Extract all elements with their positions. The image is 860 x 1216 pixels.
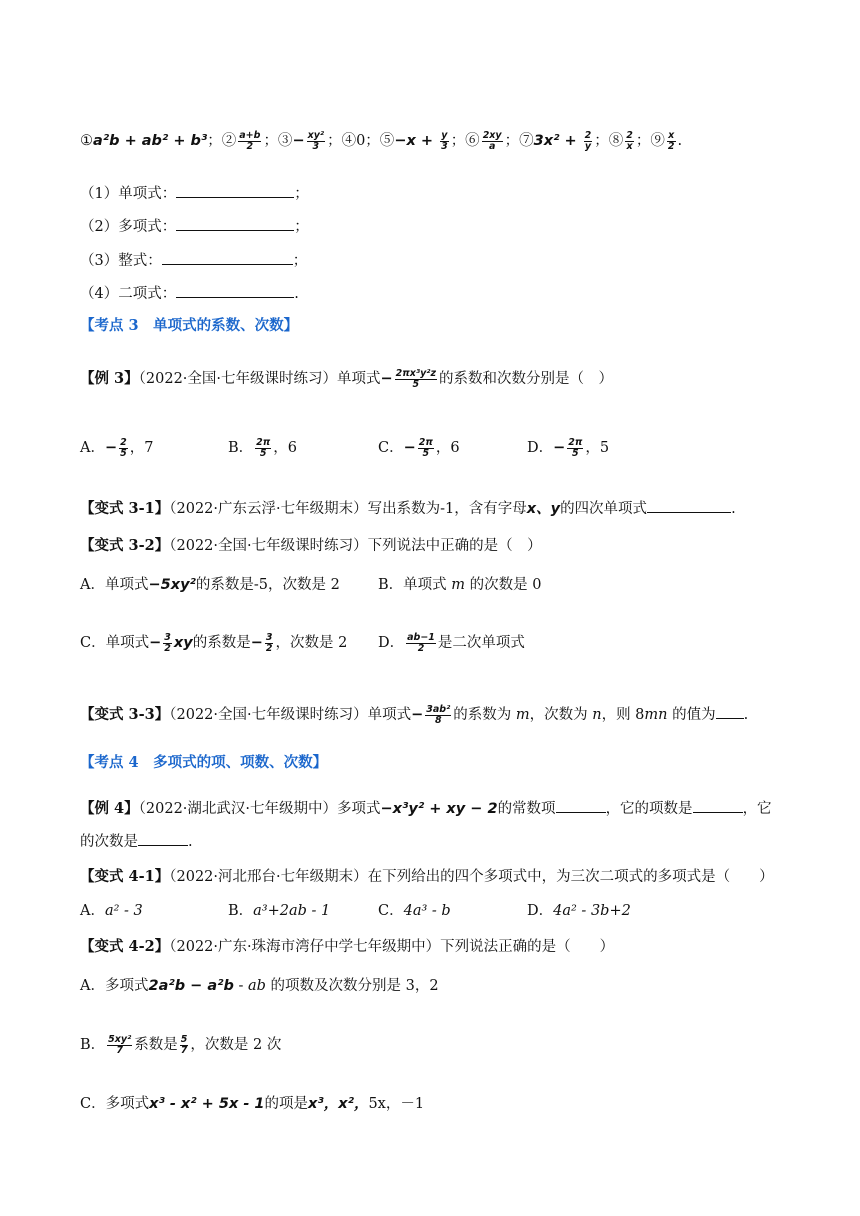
expr-5-frac	[440, 131, 449, 152]
option-c-pre: C．单项式	[80, 635, 150, 651]
option-letter: A．	[80, 440, 105, 456]
section-3-heading: 【考点 3 单项式的系数、次数】	[80, 317, 299, 334]
answer-blank-4-const[interactable]	[556, 796, 606, 813]
option-c-math: x³ - x² + 5x - 1	[149, 1096, 265, 1112]
answer-blank-3-3[interactable]	[716, 702, 744, 719]
variant-3-3-text5: 的值为	[667, 707, 716, 723]
expr-1: a²b + ab² + b³	[93, 133, 208, 149]
variant-3-1-end: .	[731, 501, 736, 517]
expr-7-den: y	[584, 140, 592, 152]
question-2	[80, 214, 309, 238]
option-c-den: 2	[164, 642, 171, 654]
example-3-option-d[interactable]	[527, 437, 609, 459]
option-c-num2: 3	[265, 631, 273, 643]
option-expr: 4a² - 3b+2	[553, 903, 631, 919]
variant-3-3-end: .	[743, 707, 749, 723]
option-num: 2π	[568, 436, 583, 448]
option-a-var: ab	[247, 978, 266, 994]
expr-5-num: y	[441, 129, 448, 141]
option-c-num: 3	[164, 631, 171, 643]
answer-blank-1[interactable]	[176, 181, 294, 198]
expr-6	[482, 131, 503, 152]
option-a-post2: 的项数及次数分别是 3，2	[265, 978, 439, 994]
example-3-fraction	[395, 369, 437, 390]
variant-4-2-option-a[interactable]	[80, 975, 439, 997]
expr-7-frac	[584, 131, 593, 152]
variant-3-3-m: m	[515, 707, 530, 723]
option-b-pre: B．单项式	[378, 577, 452, 593]
answer-blank-3-1[interactable]	[647, 496, 731, 513]
question-4-label: （4）二项式：	[80, 286, 177, 302]
variant-3-3-den: 8	[434, 714, 442, 726]
variant-3-2-text: （2022·全国·七年级课时练习）下列说法中正确的是（ ）	[169, 538, 542, 554]
option-c-frac2	[265, 633, 274, 654]
intro-end: .	[677, 133, 683, 149]
expr-8-num: 2	[626, 129, 633, 141]
option-num: 2	[120, 436, 127, 448]
example-3-option-c[interactable]	[378, 437, 460, 459]
example-3-tail: 的系数和次数分别是（ ）	[438, 371, 613, 387]
marker-6: ；⑥	[450, 133, 480, 149]
variant-4-1-option-b[interactable]	[228, 900, 330, 922]
expr-5: −x +	[394, 133, 439, 149]
expr-9-den: 2	[667, 140, 675, 152]
option-letter: D．	[527, 903, 554, 919]
variant-4-2-option-c[interactable]	[80, 1093, 424, 1115]
answer-blank-4[interactable]	[176, 281, 294, 298]
option-rest: ，5	[585, 440, 610, 456]
option-rest: ，6	[273, 440, 298, 456]
variant-4-2-tag: 【变式 4-2】	[80, 938, 170, 955]
expr-3-den: 3	[312, 140, 320, 152]
variant-3-3-text2: 的系数为	[453, 707, 516, 723]
variant-3-3-text3: ，次数为	[529, 707, 593, 723]
variant-3-3-tag: 【变式 3-3】	[80, 706, 170, 723]
expr-9-num: x	[668, 129, 675, 141]
option-fraction	[119, 438, 128, 459]
option-a-post: 的系数是-5，次数是 2	[195, 577, 340, 593]
example-4-text4: ，它	[742, 801, 772, 817]
option-num: 2π	[418, 436, 433, 448]
example-3: 【例 3】（2022·全国·七年级课时练习）单项式− $\frac{\text{2πx³y²z}}{5}$ 的系数和次数分别是（ ）	[80, 367, 613, 390]
variant-4-2-text: （2022·广东·珠海市湾仔中学七年级期中）下列说法正确的是（ ）	[169, 939, 615, 955]
example-4	[80, 796, 772, 820]
option-d-pre: D．	[378, 635, 405, 651]
option-b-num: 5xy²	[108, 1033, 132, 1045]
option-c-den2: 2	[265, 642, 273, 654]
option-a-post1: -	[233, 978, 248, 994]
option-sign: −	[403, 440, 416, 456]
question-3	[80, 248, 307, 272]
expr-3-sign: −	[292, 133, 305, 149]
expr-7-num: 2	[584, 129, 592, 141]
answer-blank-4-degree[interactable]	[138, 829, 188, 846]
question-3-end: ；	[292, 253, 308, 269]
marker-9: ；⑨	[635, 133, 665, 149]
option-c-post: ，次数是 2	[275, 635, 348, 651]
option-fraction	[418, 438, 434, 459]
option-sign: −	[104, 440, 118, 456]
option-a-pre: A．单项式	[80, 577, 149, 593]
option-b-pre: B．	[80, 1037, 106, 1053]
option-sign: −	[553, 440, 566, 456]
option-a-math: 2a²b − a²b	[148, 978, 234, 994]
option-rest: ，7	[129, 440, 154, 456]
option-letter: B．	[228, 440, 254, 456]
option-b-mid: 系数是	[134, 1037, 178, 1053]
variant-3-2-option-d[interactable]	[378, 632, 525, 654]
option-c-frac	[163, 633, 172, 654]
expr-9	[667, 131, 676, 152]
question-2-label: （2）多项式：	[80, 219, 177, 235]
variant-4-1-option-a[interactable]	[80, 900, 143, 922]
answer-blank-4-terms[interactable]	[693, 796, 743, 813]
marker-2: ；②	[207, 133, 237, 149]
example-4-line2	[80, 829, 193, 853]
marker-4-5: ；④0；⑤	[327, 133, 395, 149]
option-d-den: 2	[417, 642, 425, 654]
option-expr: a² - 3	[104, 903, 143, 919]
option-letter: A．	[80, 903, 105, 919]
option-a-math: −5xy²	[148, 577, 196, 593]
question-1-label: （1）单项式：	[80, 186, 177, 202]
intro-expressions-line	[80, 130, 682, 152]
option-den: 5	[422, 447, 430, 459]
option-d-num: ab−1	[407, 631, 435, 643]
example-4-text1: （2022·湖北武汉·七年级期中）多项式	[138, 801, 381, 817]
option-expr: 4a³ - b	[403, 903, 451, 919]
variant-3-3: 【变式 3-3】（2022·全国·七年级课时练习）单项式− $\frac{\text{3ab²}}{8}$ 的系数为 m，次数为 n，则 8mn 的值为 .	[80, 703, 749, 726]
example-4-tag: 【例 4】	[80, 800, 139, 817]
variant-3-1-text: （2022·广东云浮·七年级期末）写出系数为-1，含有字母	[169, 501, 527, 517]
option-b-post: 的次数是 0	[465, 577, 542, 593]
example-4-text3: ，它的项数是	[605, 801, 693, 817]
example-3-option-b[interactable]	[228, 437, 297, 459]
variant-3-2-option-c[interactable]: C．单项式− $\frac{3}{2}$ xy的系数是− $\frac{3}{2}$ ，次数是 2	[80, 631, 348, 654]
variant-4-1-tag: 【变式 4-1】	[80, 868, 170, 885]
question-1	[80, 181, 309, 205]
example-4-text2: 的常数项	[497, 801, 556, 817]
variant-3-1-tag: 【变式 3-1】	[80, 500, 170, 517]
variant-3-2-option-a[interactable]	[80, 574, 340, 596]
answer-blank-3[interactable]	[162, 248, 293, 265]
example-3-option-a[interactable]	[80, 437, 154, 459]
example-3-num: 2πx³y²z	[395, 367, 436, 379]
option-fraction	[567, 438, 583, 459]
option-den: 5	[120, 447, 127, 459]
option-c-pre: C．多项式	[80, 1096, 150, 1112]
variant-3-2	[80, 535, 542, 557]
option-d-frac	[406, 633, 436, 654]
expr-2	[238, 131, 261, 152]
option-b-num2: 5	[180, 1033, 188, 1045]
variant-3-3-n: n	[592, 707, 602, 723]
variant-3-3-frac	[425, 705, 451, 726]
question-1-end: ；	[294, 186, 309, 202]
variant-3-1-text2: 的四次单项式	[560, 501, 648, 517]
variant-4-1-option-d[interactable]	[527, 900, 631, 922]
expr-7: 3x² +	[533, 133, 582, 149]
option-b-frac	[107, 1035, 132, 1056]
expr-6-num: 2xy	[482, 129, 502, 141]
option-expr: a³+2ab - 1	[253, 903, 331, 919]
variant-4-1-option-c[interactable]	[378, 900, 451, 922]
variant-3-1-vars: x、y	[526, 501, 561, 517]
example-3-source: （2022·全国·七年级课时练习）单项式	[138, 371, 381, 387]
answer-blank-2[interactable]	[176, 214, 294, 231]
option-d-post: 是二次单项式	[437, 635, 525, 651]
option-c-var: xy	[173, 635, 193, 651]
option-letter: C．	[378, 903, 404, 919]
marker-7: ；⑦	[504, 133, 534, 149]
option-letter: B．	[228, 903, 254, 919]
expr-8	[625, 131, 634, 152]
option-rest: ，6	[435, 440, 460, 456]
question-4	[80, 281, 299, 305]
marker-8: ；⑧	[594, 133, 624, 149]
variant-4-1-text: （2022·河北邢台·七年级期末）在下列给出的四个多项式中，为三次二项式的多项式是（ ）	[169, 869, 774, 885]
option-letter: D．	[527, 440, 554, 456]
option-den: 5	[259, 447, 267, 459]
option-a-pre: A．多项式	[80, 978, 149, 994]
question-3-label: （3）整式：	[80, 253, 162, 269]
option-b-var: m	[451, 577, 466, 593]
variant-4-1	[80, 866, 774, 888]
option-b-den: 7	[116, 1044, 124, 1056]
option-letter: C．	[378, 440, 404, 456]
option-c-post: 5x，－1	[368, 1096, 425, 1112]
expr-6-den: a	[488, 140, 496, 152]
option-num: 2π	[256, 436, 271, 448]
variant-3-3-num: 3ab²	[426, 703, 451, 715]
example-4-math: −x³y² + xy − 2	[380, 801, 498, 817]
section-4-heading: 【考点 4 多项式的项、项数、次数】	[80, 754, 328, 771]
expr-3-num: xy²	[307, 129, 325, 141]
expr-5-den: 3	[441, 140, 448, 152]
example-4-line2-text: 的次数是	[80, 834, 138, 850]
variant-3-3-text1: （2022·全国·七年级课时练习）单项式	[169, 707, 412, 723]
question-4-end: .	[294, 286, 299, 302]
expr-8-den: x	[626, 140, 633, 152]
option-c-mid: 的项是	[264, 1096, 309, 1112]
option-c-mid: 的系数是	[192, 635, 251, 651]
option-c-terms: x³，x²，	[308, 1096, 369, 1112]
variant-3-2-tag: 【变式 3-2】	[80, 537, 170, 554]
option-b-post: ，次数是 2 次	[190, 1037, 282, 1053]
expr-2-num: a+b	[239, 129, 261, 141]
expr-2-den: 2	[246, 140, 254, 152]
variant-3-3-mn: mn	[644, 707, 668, 723]
question-2-end: ；	[294, 219, 309, 235]
marker-1: ①	[80, 133, 93, 149]
option-fraction	[255, 438, 271, 459]
option-b-frac2	[180, 1035, 189, 1056]
expr-3	[307, 131, 325, 152]
option-den: 5	[572, 447, 579, 459]
example-3-den: 5	[412, 378, 420, 390]
option-b-den2: 7	[180, 1044, 188, 1056]
example-3-tag: 【例 3】	[80, 370, 139, 387]
variant-4-2-option-b[interactable]	[80, 1034, 281, 1056]
variant-3-2-option-b[interactable]	[378, 574, 541, 596]
marker-3: ；③	[263, 133, 293, 149]
example-4-end: .	[188, 834, 193, 850]
variant-3-3-text4: ，则 8	[601, 707, 645, 723]
variant-4-2	[80, 936, 614, 958]
variant-3-1	[80, 496, 736, 520]
